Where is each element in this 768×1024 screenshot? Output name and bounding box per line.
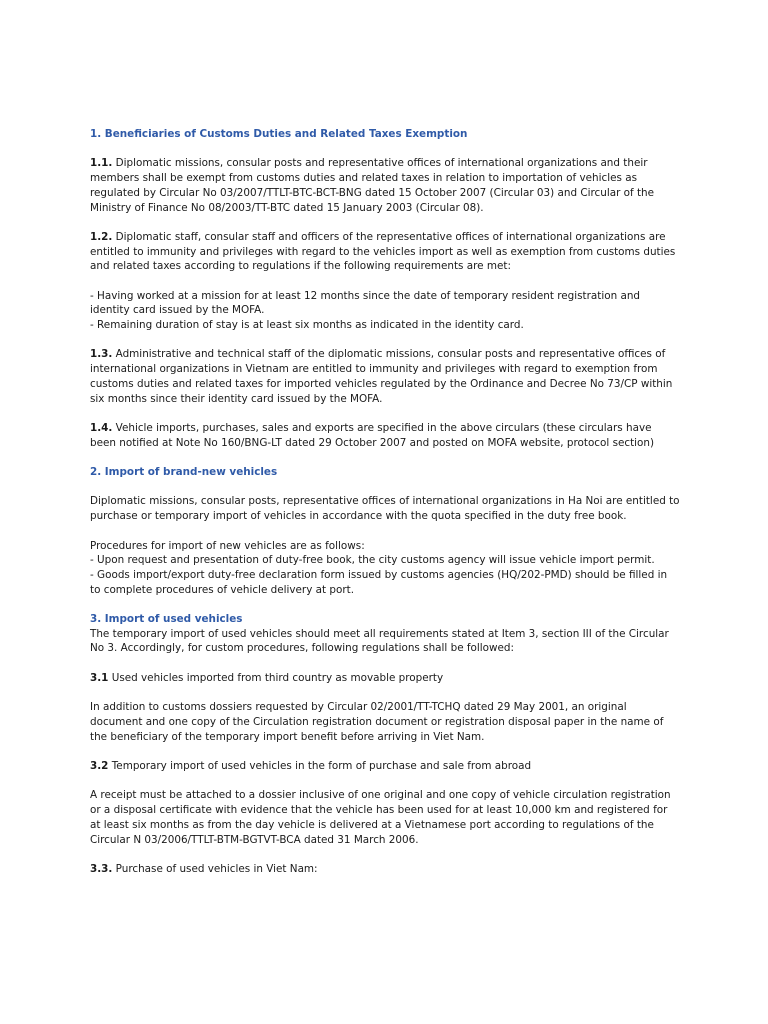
paragraph-3-2 <box>90 759 680 774</box>
paragraph-3-3 <box>90 862 680 877</box>
paragraph-text: Administrative and technical staff of the diplomatic missions, consular posts and representative offices of international organizations in Vietnam are entitled to immunity and privileges with regard to exemption from customs duties and related taxes for imported vehicles regulated by the Ordinance and Decree No 73/CP within six months since their identity card issued by the MOFA. <box>90 348 673 405</box>
procedure-1: - Upon request and presentation of duty-free book, the city customs agency will issue vehicle import permit. <box>90 554 655 567</box>
paragraph-text: Used vehicles imported from third country as movable property <box>108 671 444 684</box>
paragraph-3-1 <box>90 671 680 686</box>
paragraph-1-4 <box>90 421 680 450</box>
paragraph-number: 3.3. <box>90 862 113 875</box>
paragraph-number: 1.3. <box>90 348 113 361</box>
requirement-2: - Remaining duration of stay is at least six months as indicated in the identity card. <box>90 319 524 332</box>
paragraph-number: 1.1. <box>90 157 113 170</box>
paragraph-text: Vehicle imports, purchases, sales and exports are specified in the above circulars (these circulars have been notified at Note No 160/BNG-LT dated 29 October 2007 and posted on MOFA website, protocol section) <box>90 421 655 449</box>
section-3-intro: The temporary import of used vehicles should meet all requirements stated at Item 3, section III of the Circular No 3. Accordingly, for custom procedures, following regulations shall be followed: <box>90 627 669 655</box>
paragraph-text: Diplomatic staff, consular staff and officers of the representative offices of international organizations are entitled to immunity and privileges with regard to the vehicles import as well as exemption from customs duties and related taxes according to regulations if the following requirements are met: <box>90 230 676 273</box>
section-2-heading: 2. Import of brand-new vehicles <box>90 466 278 479</box>
document-page <box>90 127 680 891</box>
section-1-heading: 1. Beneficiaries of Customs Duties and Related Taxes Exemption <box>90 128 468 140</box>
paragraph-number: 1.2. <box>90 230 113 243</box>
paragraph-text: Purchase of used vehicles in Viet Nam: <box>112 862 318 875</box>
requirement-1: - Having worked at a mission for at least 12 months since the date of temporary resident registration and identity card issued by the MOFA. <box>90 289 641 317</box>
procedures-intro: Procedures for import of new vehicles are as follows: <box>90 539 365 552</box>
paragraph-1-2 <box>90 230 680 274</box>
paragraph-text: Temporary import of used vehicles in the form of purchase and sale from abroad <box>108 760 532 773</box>
paragraph-3-1-body: In addition to customs dossiers requested by Circular 02/2001/TT-TCHQ dated 29 May 2001, an original document and one copy of the Circulation registration document or registration disposal paper in the name of the beneficiary of the temporary import benefit before arriving in Viet Nam. <box>90 701 664 743</box>
section-3-heading: 3. Import of used vehicles <box>90 613 243 626</box>
paragraph-text: Diplomatic missions, consular posts and representative offices of international organizations and their members shall be exempt from customs duties and related taxes in relation to importation of vehicles as regulated by Circular No 03/2007/TTLT-BTC-BCT-BNG dated 15 October 2007 (Circular 03) and Circular of the Ministry of Finance No 08/2003/TT-BTC dated 15 January 2003 (Circular 08). <box>90 157 655 214</box>
paragraph-3-2-body: A receipt must be attached to a dossier inclusive of one original and one copy of vehicle circulation registration or a disposal certificate with evidence that the vehicle has been used for at least 10,000 km and registered for at least six months as from the day vehicle is delivered at a Vietnamese port according to regulations of the Circular N 03/2006/TTLT-BTM-BGTVT-BCA dated 31 March 2006. <box>90 789 671 846</box>
paragraph-1-3 <box>90 347 680 406</box>
paragraph-number: 3.1 <box>90 671 109 684</box>
paragraph-number: 1.4. <box>90 421 113 434</box>
paragraph-1-1 <box>90 156 680 215</box>
paragraph-number: 3.2 <box>90 760 109 773</box>
procedure-2: - Goods import/export duty-free declaration form issued by customs agencies (HQ/202-PMD) should be filled in to complete procedures of vehicle delivery at port. <box>90 568 668 596</box>
section-2-paragraph: Diplomatic missions, consular posts, representative offices of international organizations in Ha Noi are entitled to purchase or temporary import of vehicles in accordance with the quota specified in the duty free book. <box>90 495 680 523</box>
